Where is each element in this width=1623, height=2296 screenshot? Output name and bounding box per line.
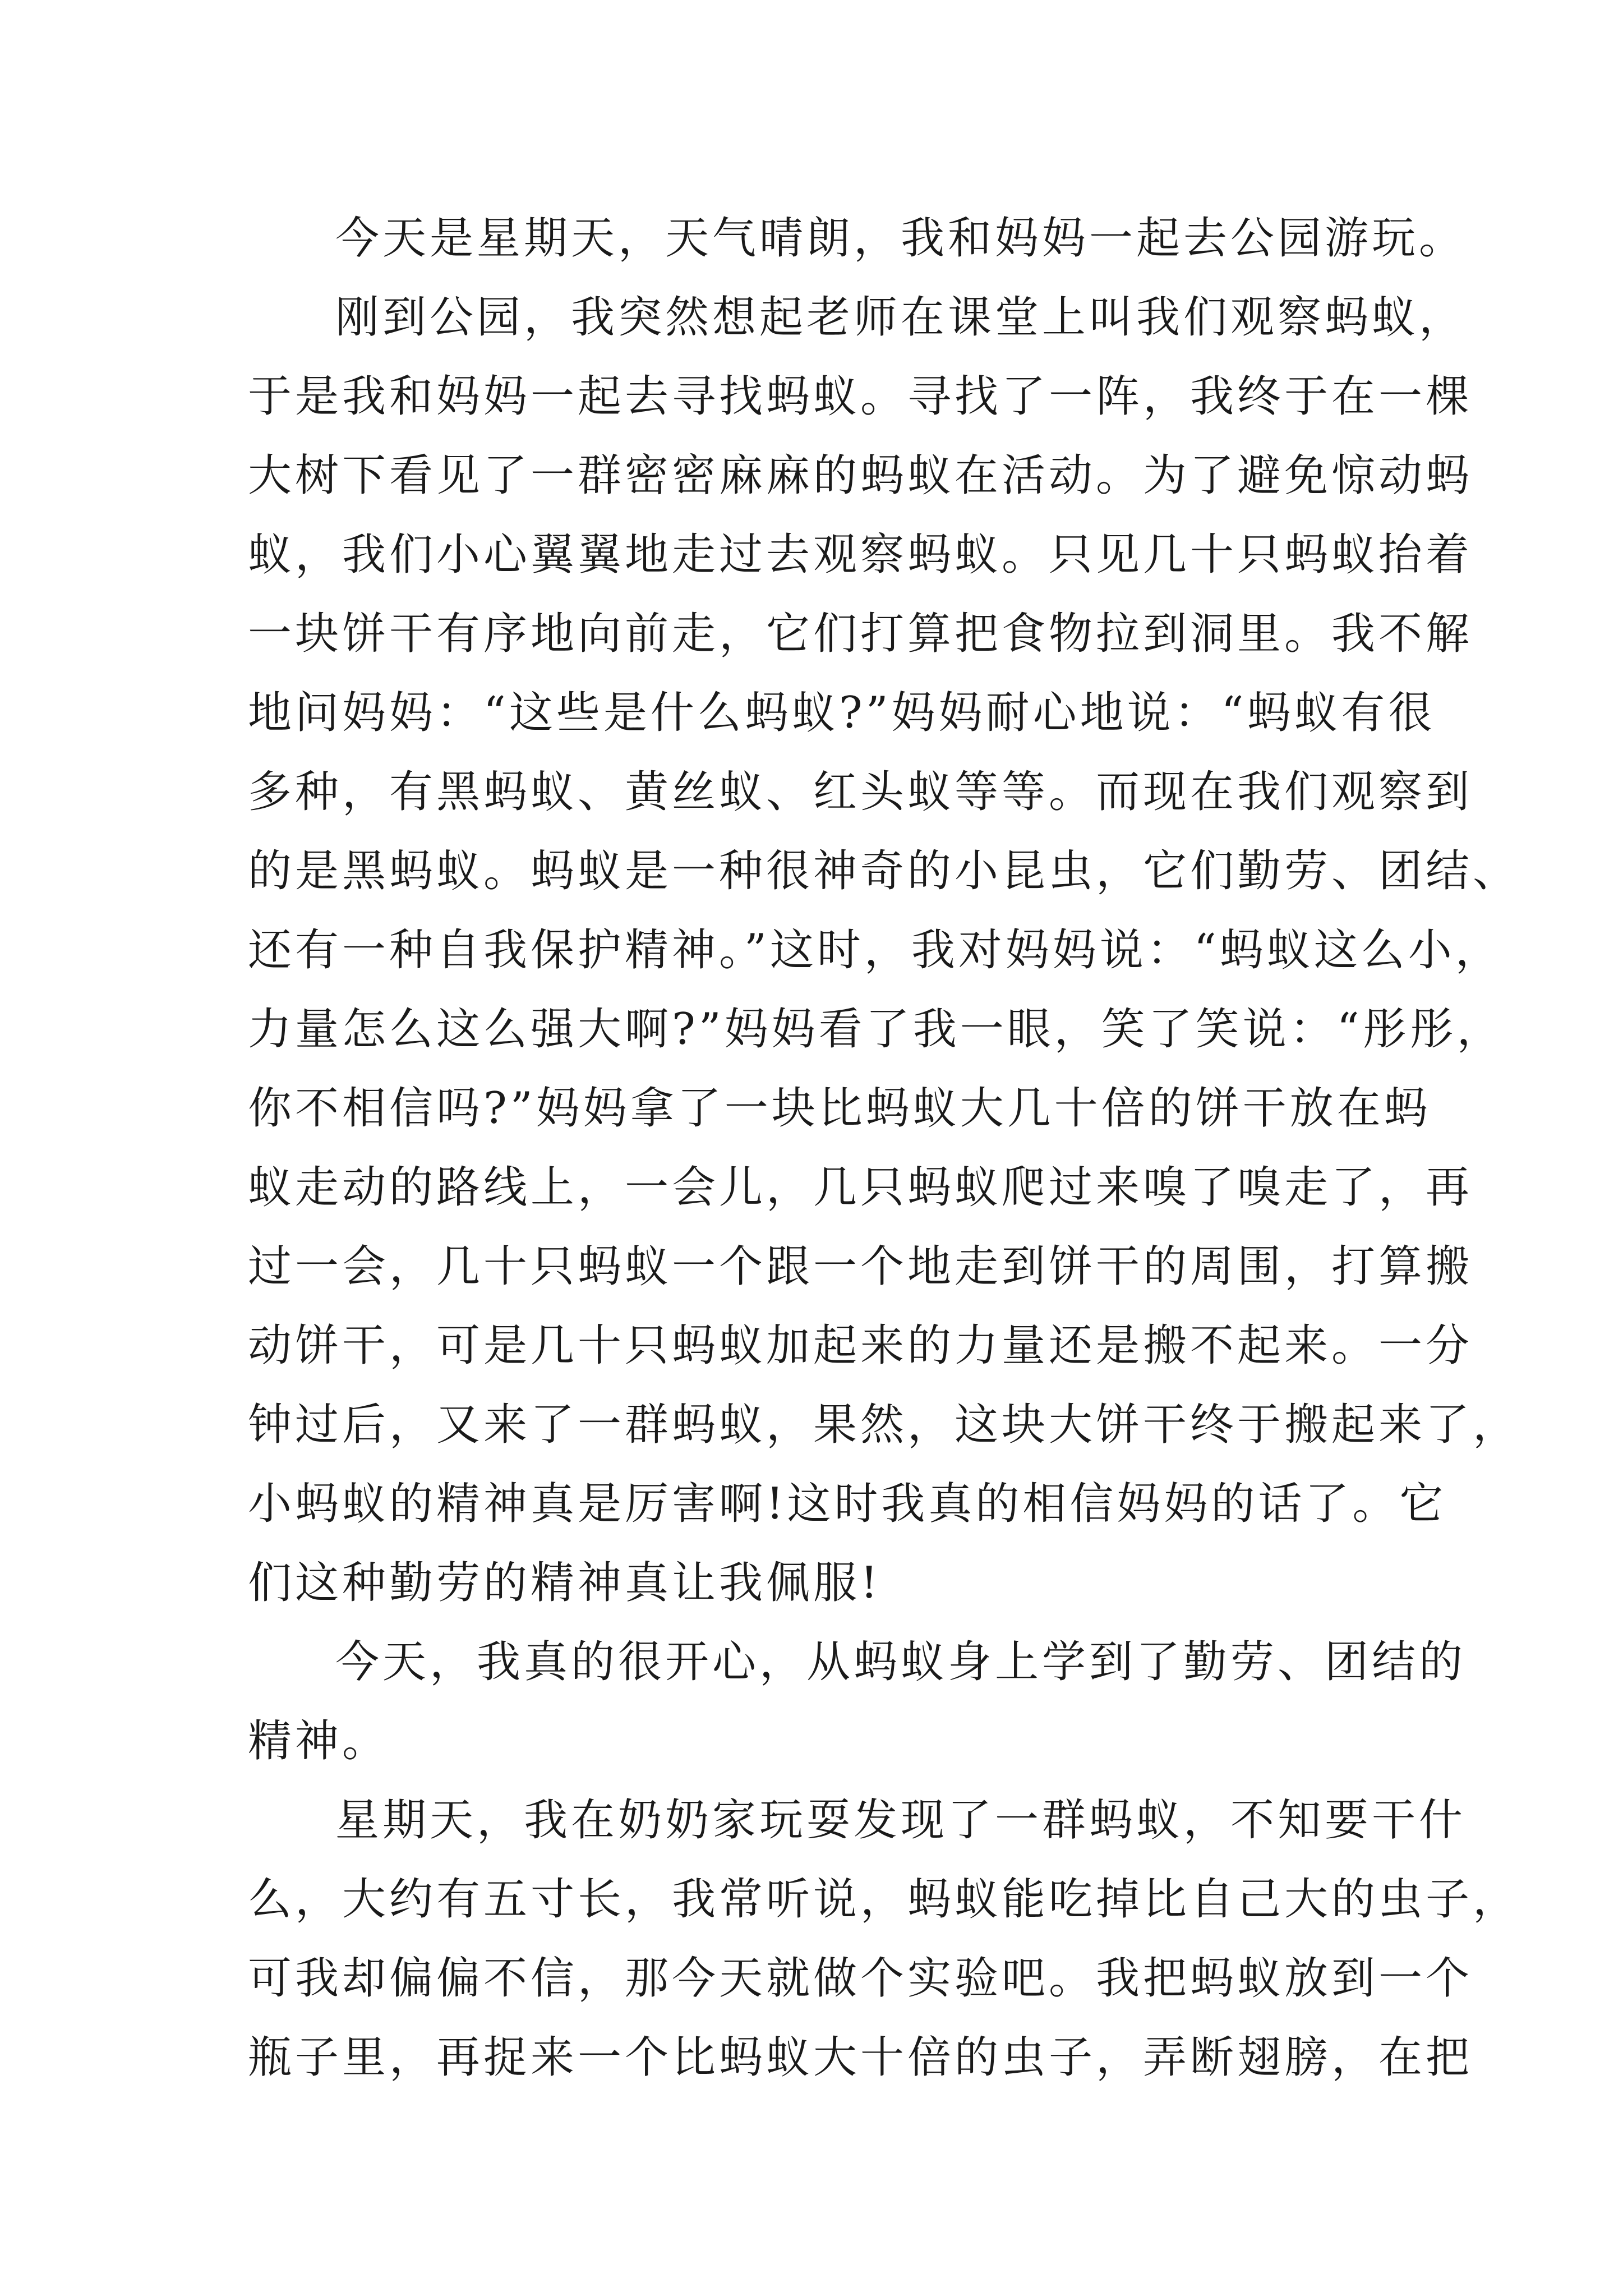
- text-line: 动饼干，可是几十只蚂蚁加起来的力量还是搬不起来。一分: [248, 1320, 1473, 1371]
- text-line: 于是我和妈妈一起去寻找蚂蚁。寻找了一阵，我终于在一棵: [248, 371, 1473, 422]
- text-line: 还有一种自我保护精神。”这时，我对妈妈说：“蚂蚁这么小，: [248, 925, 1502, 976]
- text-line: 大树下看见了一群密密麻麻的蚂蚁在活动。为了避免惊动蚂: [248, 450, 1473, 501]
- text-line: 精神。: [248, 1716, 390, 1766]
- text-line: 地问妈妈：“这些是什么蚂蚁?”妈妈耐心地说：“蚂蚁有很: [248, 688, 1436, 738]
- text-line: 一块饼干有序地向前走，它们打算把食物拉到洞里。我不解: [248, 609, 1473, 659]
- text-line: 刚到公园，我突然想起老师在课堂上叫我们观察蚂蚁，: [335, 292, 1467, 343]
- text-line: 么，大约有五寸长，我常听说，蚂蚁能吃掉比自己大的虫子，: [248, 1874, 1520, 1925]
- text-line: 过一会，几十只蚂蚁一个跟一个地走到饼干的周围，打算搬: [248, 1241, 1473, 1292]
- text-line: 今天是星期天，天气晴朗，我和妈妈一起去公园游玩。: [335, 213, 1467, 264]
- text-line: 多种，有黑蚂蚁、黄丝蚁、红头蚁等等。而现在我们观察到: [248, 767, 1473, 817]
- text-line: 钟过后，又来了一群蚂蚁，果然，这块大饼干终于搬起来了，: [248, 1400, 1520, 1450]
- text-line: 力量怎么这么强大啊?”妈妈看了我一眼，笑了笑说：“彤彤，: [248, 1004, 1504, 1055]
- text-line: 小蚂蚁的精神真是厉害啊!这时我真的相信妈妈的话了。它: [248, 1479, 1447, 1529]
- text-line: 瓶子里，再捉来一个比蚂蚁大十倍的虫子，弄断翅膀，在把: [248, 2032, 1473, 2083]
- text-line: 蚁，我们小心翼翼地走过去观察蚂蚁。只见几十只蚂蚁抬着: [248, 530, 1473, 580]
- text-line: 们这种勤劳的精神真让我佩服!: [248, 1558, 882, 1608]
- text-line: 蚁走动的路线上，一会儿，几只蚂蚁爬过来嗅了嗅走了，再: [248, 1162, 1473, 1213]
- body-text: [248, 199, 1520, 2097]
- text-line: 星期天，我在奶奶家玩耍发现了一群蚂蚁，不知要干什: [335, 1795, 1467, 1846]
- text-line: 你不相信吗?”妈妈拿了一块比蚂蚁大几十倍的饼干放在蚂: [248, 1083, 1431, 1134]
- text-line: 可我却偏偏不信，那今天就做个实验吧。我把蚂蚁放到一个: [248, 1953, 1473, 2004]
- text-line: 的是黑蚂蚁。蚂蚁是一种很神奇的小昆虫，它们勤劳、团结、: [248, 846, 1520, 896]
- text-line: 今天，我真的很开心，从蚂蚁身上学到了勤劳、团结的: [335, 1637, 1467, 1687]
